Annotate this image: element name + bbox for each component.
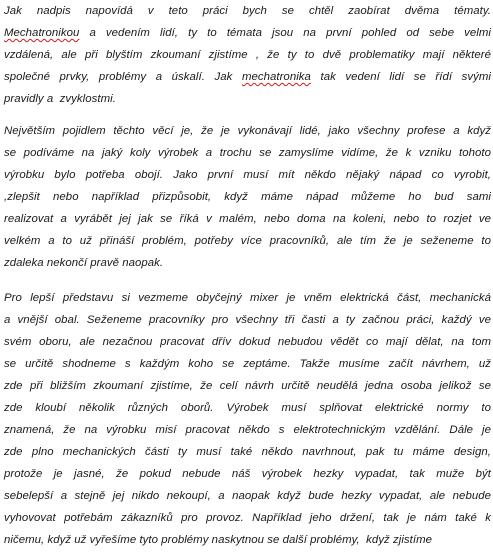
text-line bbox=[4, 186, 491, 208]
text-run: tak vedení lidí se řídí svými bbox=[310, 71, 491, 83]
text-run: se určitě shodneme s každým koho se zeptáme. Takže musíme začít návrhem, už bbox=[4, 358, 491, 370]
text-line bbox=[4, 0, 491, 22]
text-run: se podíváme na jaký koly výrobek a trochu se zamyslíme vidíme, že k vzniku tohoto bbox=[4, 147, 491, 159]
text-run: Jak nadpis napovídá v teto práci bych se chtěl zaobírat dvěma tématy. bbox=[4, 5, 491, 17]
text-run: zde kloubí několik různých oborů. Výrobek musí splňovat elektrické normy to bbox=[4, 402, 491, 414]
text-line bbox=[4, 419, 491, 441]
paragraph-people bbox=[4, 120, 491, 274]
text-line bbox=[4, 375, 491, 397]
text-line bbox=[4, 463, 491, 485]
text-line bbox=[4, 88, 491, 110]
text-line bbox=[4, 507, 491, 529]
paragraph-intro bbox=[4, 0, 491, 110]
text-run: pravidly a zvyklostmi. bbox=[4, 93, 116, 105]
misspelled-word: Mechatronikou bbox=[4, 27, 80, 39]
text-line bbox=[4, 252, 491, 274]
text-line bbox=[4, 22, 491, 44]
text-run: a vedením lidí, ty to témata jsou na první pohled od sebe velmi bbox=[79, 27, 491, 39]
text-line bbox=[4, 164, 491, 186]
text-run: protože je jasné, že pokud nebude náš výrobek hezky vypadat, tak muže být bbox=[4, 468, 491, 480]
text-run: vzdálená, ale při blyštím zkoumaní zjistíme , že ty to dvě problematiky mají některé bbox=[4, 49, 491, 61]
text-run: sebelepší a stejně jej nikdo nekoupí, a naopak když bude hezky vypadat, ale nebude bbox=[4, 490, 491, 502]
text-line bbox=[4, 309, 491, 331]
text-line bbox=[4, 142, 491, 164]
text-line bbox=[4, 529, 491, 551]
text-line bbox=[4, 66, 491, 88]
text-run: znamená, že na výrobku misí pracovat někdo s elektrotechnickým vzdělání. Dále je bbox=[4, 424, 491, 436]
text-line bbox=[4, 441, 491, 463]
text-line bbox=[4, 397, 491, 419]
text-line bbox=[4, 120, 491, 142]
text-run: ,zlepšit nebo například přizpůsobit, když máme nápad můžeme ho bud sami bbox=[4, 191, 491, 203]
text-line bbox=[4, 287, 491, 309]
text-run: společné prvky, problémy a úskalí. Jak bbox=[4, 71, 242, 83]
text-run: vyhovovat potřebám zákazníků pro provoz. Například jeho držení, tak je nám také k bbox=[4, 512, 491, 524]
text-run: zde při bližším zkoumaní zjistíme, že celí návrh určitě neudělá jedna osoba jelikož se bbox=[4, 380, 491, 392]
text-run: zde plno mechanických části ty musí také někdo navrhnout, pak tu máme design, bbox=[4, 446, 491, 458]
text-line bbox=[4, 208, 491, 230]
paragraph-mixer-example bbox=[4, 287, 491, 551]
text-run: ničemu, když už vyřešíme tyto problémy naskytnou se další problémy, když zjistíme bbox=[4, 534, 433, 546]
text-run: Největším pojidlem těchto věcí je, že je vykonávají lidé, jako všechny profese a když bbox=[4, 125, 491, 137]
text-run: zdaleka nekončí pravě naopak. bbox=[4, 257, 164, 269]
text-run: svém oboru, ale nezačnou pracovat dřív dokud nebudou vědět co mají dělat, na tom bbox=[4, 336, 491, 348]
text-run: velkém a to už přináší problém, potřeby více pracovníků, ale tím že je seženeme to bbox=[4, 235, 491, 247]
text-run: Pro lepší představu si vezmeme obyčejný mixer je vněm elektrická část, mechanická bbox=[4, 292, 491, 304]
text-line bbox=[4, 353, 491, 375]
text-run: realizovat a vyrábět jej jak se říká v malém, nebo doma na koleni, nebo to rozjet ve bbox=[4, 213, 491, 225]
text-run: výrobku bylo potřeba obojí. Jako první musí mít někdo nějaký nápad co vyrobit, bbox=[4, 169, 491, 181]
text-run: a vnější obal. Seženeme pracovníky pro všechny tři časti a ty začnou práci, každý ve bbox=[4, 314, 491, 326]
text-line bbox=[4, 485, 491, 507]
text-line bbox=[4, 331, 491, 353]
text-line bbox=[4, 230, 491, 252]
misspelled-word: mechatronika bbox=[241, 71, 311, 83]
text-line bbox=[4, 44, 491, 66]
